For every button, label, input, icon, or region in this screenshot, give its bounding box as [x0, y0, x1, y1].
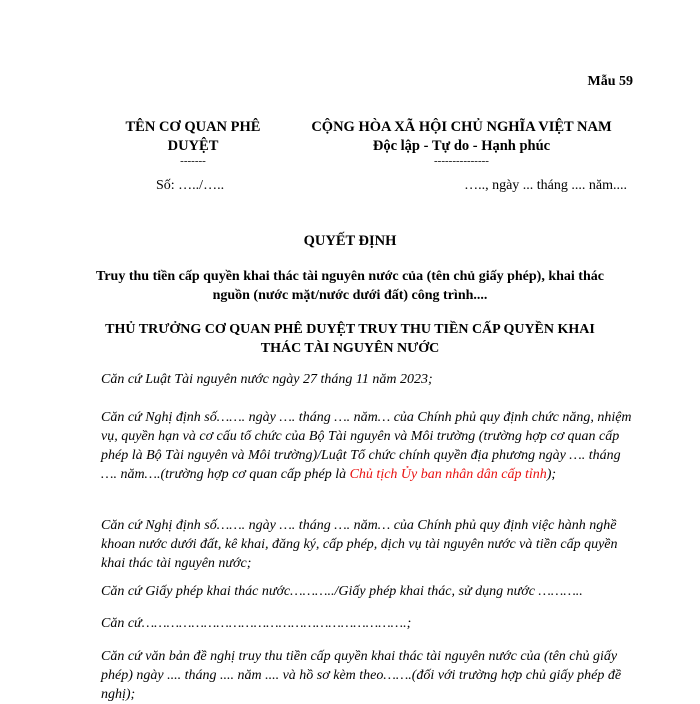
document-number: Số: …../…..: [156, 178, 225, 193]
authority-heading: THỦ TRƯỞNG CƠ QUAN PHÊ DUYỆT TRUY THU TIỀN CẤP QUYỀN KHAI THÁC TÀI NGUYÊN NƯỚC: [105, 322, 595, 356]
form-number: Mẫu 59: [587, 74, 633, 89]
basis-decree-organization-text: Căn cứ Nghị định số……. ngày …. tháng …. năm… của Chính phủ quy định chức năng, nhiệm vụ, quyền hạn và cơ cấu tổ chức của Bộ Tài nguyên và Môi trường (trường hợp cơ quan cấp phép là Bộ Tài nguyên và Môi trường)/Luật Tổ chức chính quyền địa phương ngày …. tháng …. năm….(trường hợp cơ quan cấp phép là: [101, 410, 632, 482]
nation-block: [290, 118, 633, 166]
motto-divider: ---------------: [434, 155, 489, 167]
document-date: ….., ngày ... tháng .... năm....: [464, 178, 627, 193]
agency-name: TÊN CƠ QUAN PHÊ DUYỆT: [125, 119, 261, 154]
nation-motto: Độc lập - Tự do - Hạnh phúc: [372, 138, 551, 154]
basis-permit: Căn cứ Giấy phép khai thác nước………../Giấy phép khai thác, sử dụng nước ………..: [101, 584, 583, 599]
basis-decree-licensing: Căn cứ Nghị định số……. ngày …. tháng …. năm… của Chính phủ quy định việc hành nghề khoan nước dưới đất, kê khai, đăng ký, cấp phép, dịch vụ tài nguyên nước và tiền cấp quyền khai thác tài nguyên nước;: [101, 518, 618, 571]
basis-decree-organization-highlight: Chủ tịch Ủy ban nhân dân cấp tỉnh: [349, 467, 547, 482]
agency-divider: -------: [180, 155, 206, 167]
agency-block: [103, 118, 283, 166]
basis-decree-organization: [101, 408, 635, 484]
document-title: QUYẾT ĐỊNH: [303, 233, 397, 249]
basis-decree-organization-end: );: [546, 467, 557, 482]
basis-request: Căn cứ văn bản đề nghị truy thu tiền cấp quyền khai thác tài nguyên nước của (tên chủ giấy phép) ngày .... tháng .... năm .... và hồ sơ kèm theo…….(đối với trường hợp chủ giấy phép đề nghị);: [101, 649, 622, 702]
nation-name: CỘNG HÒA XÃ HỘI CHỦ NGHĨA VIỆT NAM: [311, 119, 612, 135]
basis-other: Căn cứ……………………………………………………….;: [101, 616, 412, 631]
document-subtitle: Truy thu tiền cấp quyền khai thác tài nguyên nước của (tên chủ giấy phép), khai thác nguồn (nước mặt/nước dưới đất) công trình....: [96, 269, 604, 303]
basis-law: Căn cứ Luật Tài nguyên nước ngày 27 tháng 11 năm 2023;: [101, 372, 433, 387]
